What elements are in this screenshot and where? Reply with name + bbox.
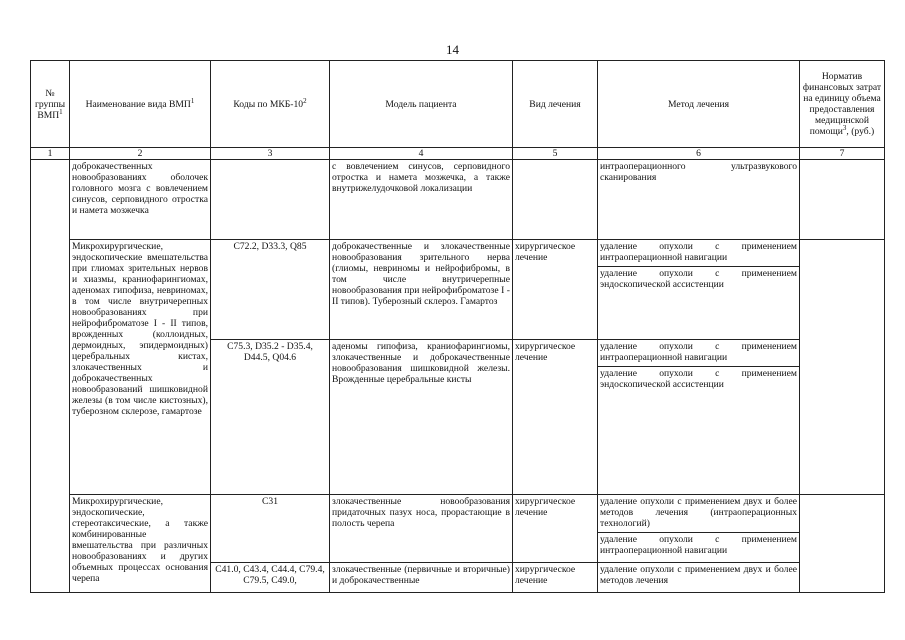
patient-model-cell: злокачественные (первичные и вторичные) и доброкачественные: [330, 563, 513, 593]
header-patient-model: Модель пациента: [330, 61, 513, 148]
header-icd-codes: Коды по МКБ-$10^2$: [211, 61, 330, 148]
column-number: 5: [513, 148, 598, 160]
method-item: удаление опухоли с применением эндоскопической ассистенции: [600, 368, 797, 390]
patient-model-cell: аденомы гипофиза, краниофарингиомы, злокачественные и доброкачественные новообразования шишковидной железы. Врожденные церебральные кисты: [330, 340, 513, 495]
treatment-type-cell: хирургическое лечение: [513, 340, 598, 495]
header-group-number: № группы ВМП$^1$: [31, 61, 70, 148]
column-number: 2: [70, 148, 211, 160]
column-number: 6: [598, 148, 800, 160]
table-row: [31, 240, 885, 340]
cost-standard-cell: [800, 495, 885, 593]
column-number: 7: [800, 148, 885, 160]
icd-codes-cell: C75.3, D35.2 - D35.4, D44.5, Q04.6: [211, 340, 330, 495]
treatment-type-cell: хирургическое лечение: [513, 240, 598, 340]
treatment-method-cell: интраоперационного ультразвукового сканирования: [598, 160, 800, 240]
header-treatment-method: Метод лечения: [598, 61, 800, 148]
method-item: удаление опухоли с применением эндоскопической ассистенции: [600, 268, 797, 290]
patient-model-cell: злокачественные новообразования придаточных пазух носа, прорастающие в полость черепа: [330, 495, 513, 563]
header-row: [31, 61, 885, 148]
column-number: 3: [211, 148, 330, 160]
method-item: удаление опухоли с применением интраоперационной навигации: [600, 534, 797, 556]
vmp-name-cell: Микрохирургические, эндоскопические вмешательства при глиомах зрительных нервов и хиазмы, краниофарингиомах, аденомах гипофиза, невриномах, в том числе внутричерепных новообразованиях при нейрофиброматозе I - II типов, врожденных (коллоидных, дермоидных, эпидермоидных) церебральных кистах, злокачественных и доброкачественных новообразований шишковидной железы (в том числе кистозных), туберозном склерозе, гамартозе: [70, 240, 211, 495]
treatment-method-cell: [598, 495, 800, 563]
header-cost-standard: Норматив финансовых затрат на единицу объема предоставления медицинской помощи$^3$, (руб.): [800, 61, 885, 148]
table-row: [31, 160, 885, 240]
header-vmp-name: Наименование вида ВМП$^1$: [70, 61, 211, 148]
column-number: 1: [31, 148, 70, 160]
column-number: 4: [330, 148, 513, 160]
treatment-type-cell: [513, 160, 598, 240]
vmp-name-cell: Микрохирургические, эндоскопические, стереотаксические, а также комбинированные вмешательства при различных новообразованиях и других объемных процессах основания черепа: [70, 495, 211, 593]
treatment-type-cell: хирургическое лечение: [513, 563, 598, 593]
method-item: удаление опухоли с применением двух и более методов лечения (интраоперационных технологий): [600, 496, 797, 529]
icd-codes-cell: C72.2, D33.3, Q85: [211, 240, 330, 340]
icd-codes-cell: C31: [211, 495, 330, 563]
patient-model-cell: с вовлечением синусов, серповидного отростка и намета мозжечка, а также внутрижелудочковой локализации: [330, 160, 513, 240]
column-number-row: [31, 148, 885, 160]
treatment-type-cell: хирургическое лечение: [513, 495, 598, 563]
table-row: [31, 495, 885, 563]
group-number-cell: [31, 160, 70, 593]
vmp-table: [30, 60, 885, 593]
treatment-method-cell: [598, 340, 800, 495]
cost-standard-cell: [800, 240, 885, 495]
cost-standard-cell: [800, 160, 885, 240]
icd-codes-cell: C41.0, C43.4, C44.4, C79.4, C79.5, C49.0,: [211, 563, 330, 593]
method-item: удаление опухоли с применением интраоперационной навигации: [600, 241, 797, 263]
icd-codes-cell: [211, 160, 330, 240]
page-number: 14: [446, 42, 459, 57]
vmp-name-cell: доброкачественных новообразованиях оболочек головного мозга с вовлечением синусов, серповидного отростка и намета мозжечка: [70, 160, 211, 240]
method-item: удаление опухоли с применением интраоперационной навигации: [600, 341, 797, 363]
treatment-method-cell: [598, 240, 800, 340]
treatment-method-cell: удаление опухоли с применением двух и более методов лечения: [598, 563, 800, 593]
patient-model-cell: доброкачественные и злокачественные новообразования зрительного нерва (глиомы, невриномы и нейрофибромы, в том числе внутричерепные новообразования при нейрофиброматозе I - II типов). Туберозный склероз. Гамартоз: [330, 240, 513, 340]
header-treatment-type: Вид лечения: [513, 61, 598, 148]
